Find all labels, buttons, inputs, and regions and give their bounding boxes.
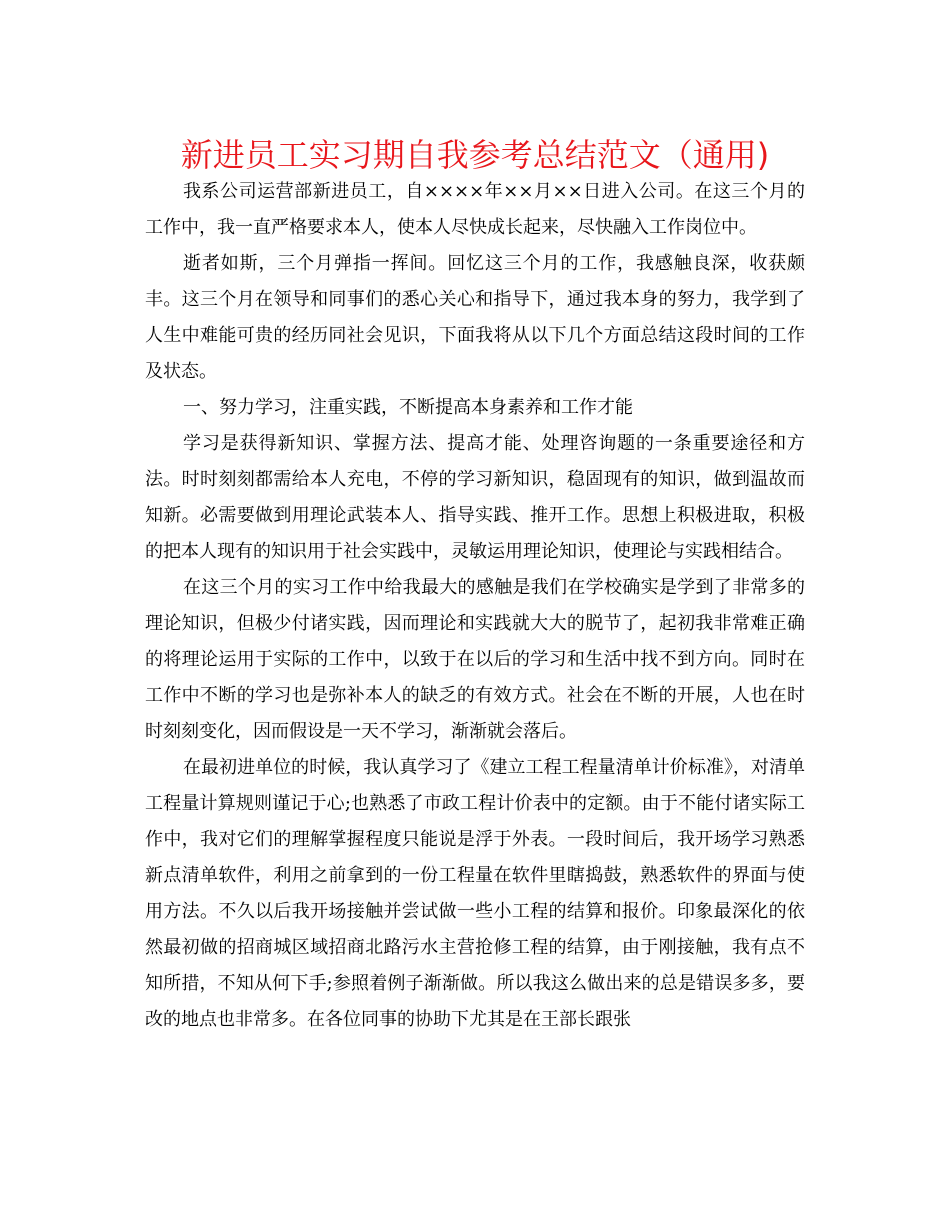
paragraph-experience: 在最初进单位的时候，我认真学习了《建立工程工程量清单计价标准》，对清单工程量计算规则谨记于心;也熟悉了市政工程计价表中的定额。由于不能付诸实际工作中，我对它们的理解掌握程度只能说是浮于外表。一段时间后，我开场学习熟悉新点清单软件，利用之前拿到的一份工程量在软件里瞎捣鼓，熟悉软件的界面与使用方法。不久以后我开场接触并尝试做一些小工程的结算和报价。印象最深化的依然最初做的招商城区域招商北路污水主营抢修工程的结算，由于刚接触，我有点不知所措，不知从何下手;参照着例子渐渐做。所以我这么做出来的总是错误多多，要改的地点也非常多。在各位同事的协助下尤其是在王部长跟张 — [145, 757, 805, 1030]
document-body — [145, 174, 805, 1038]
paragraph-learning: 学习是获得新知识、掌握方法、提高才能、处理咨询题的一条重要途径和方法。时时刻刻都需给本人充电，不停的学习新知识，稳固现有的知识，做到温故而知新。必需要做到用理论武装本人、指导实践、推开工作。思想上积极进取，积极的把本人现有的知识用于社会实践中，灵敏运用理论知识，使理论与实践相结合。 — [145, 433, 805, 562]
paragraph-reflection: 逝者如斯，三个月弹指一挥间。回忆这三个月的工作，我感触良深，收获颇丰。这三个月在领导和同事们的悉心关心和指导下，通过我本身的努力，我学到了人生中难能可贵的经历同社会见识，下面我将从以下几个方面总结这段时间的工作及状态。 — [145, 253, 805, 382]
paragraph-practice: 在这三个月的实习工作中给我最大的感触是我们在学校确实是学到了非常多的理论知识，但极少付诸实践，因而理论和实践就大大的脱节了，起初我非常难正确的将理论运用于实际的工作中，以致于在以后的学习和生活中找不到方向。同时在工作中不断的学习也是弥补本人的缺乏的有效方式。社会在不断的开展，人也在时时刻刻变化，因而假设是一天不学习，渐渐就会落后。 — [145, 577, 805, 742]
document-title: 新进员工实习期自我参考总结范文（通用) — [180, 136, 770, 174]
section-heading-1: 一、努力学习，注重实践，不断提高本身素养和工作才能 — [183, 397, 633, 418]
paragraph-intro: 我系公司运营部新进员工，自××××年××月××日进入公司。在这三个月的工作中，我一直严格要求本人，使本人尽快成长起来，尽快融入工作岗位中。 — [145, 181, 805, 238]
